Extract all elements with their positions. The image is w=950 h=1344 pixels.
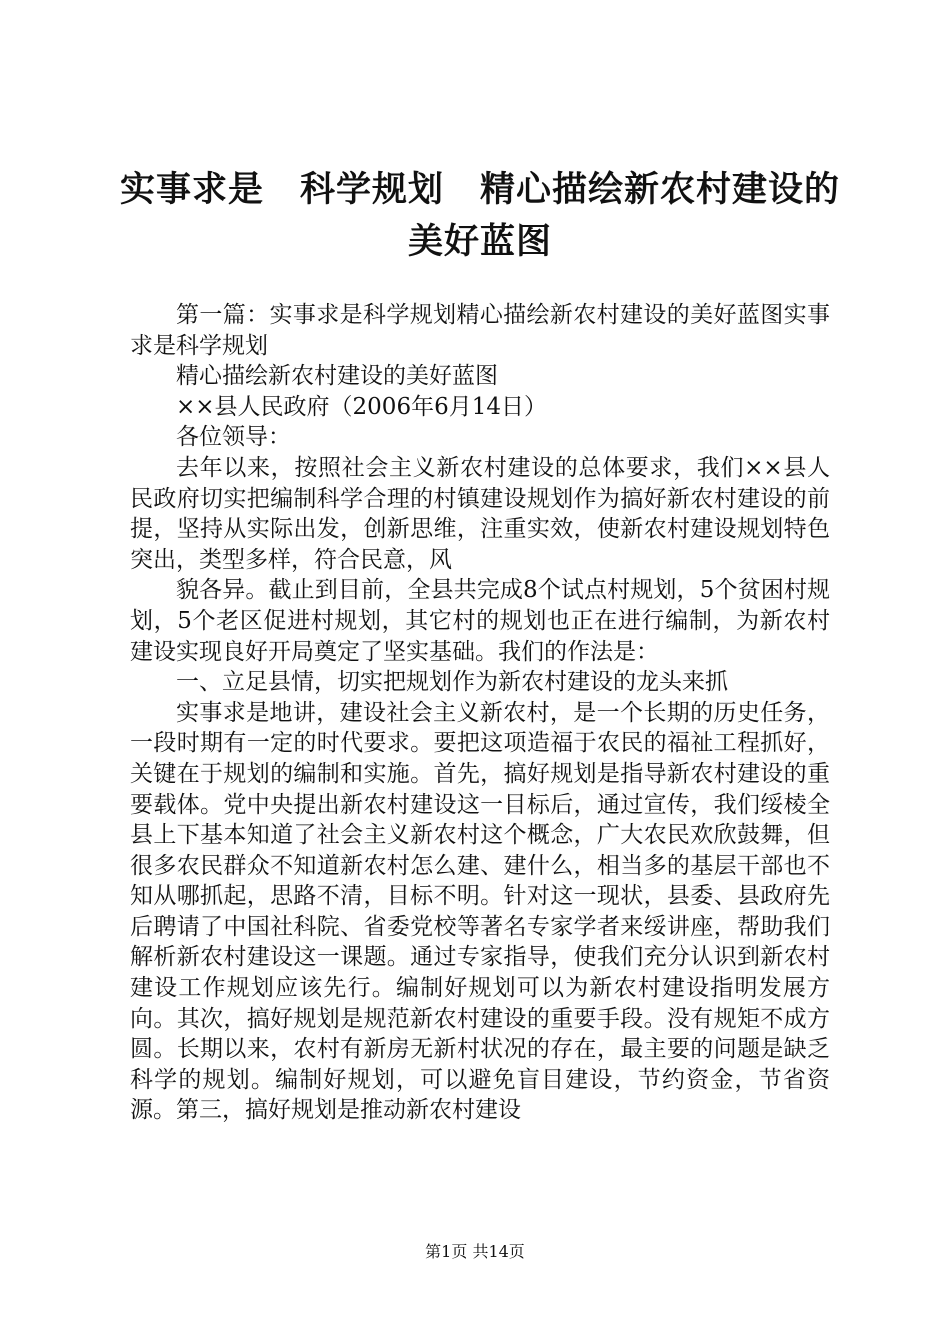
paragraph-author-date: ××县人民政府（2006年6月14日） <box>176 393 547 420</box>
paragraph-salutation: 各位领导： <box>176 424 291 451</box>
section-heading-1: 一、立足县情，切实把规划作为新农村建设的龙头来抓 <box>176 669 728 696</box>
paragraph-body-2: 貌各异。截止到目前，全县共完成8个试点村规划，5个贫困村规划，5个老区促进村规划，其它村的规划也正在进行编制，为新农村建设实现良好开局奠定了坚实基础。我们的作法是： <box>130 577 830 665</box>
paragraph-intro: 第一篇：实事求是科学规划精心描绘新农村建设的美好蓝图实事求是科学规划 <box>130 302 830 359</box>
document-body <box>130 300 830 1126</box>
page-footer: 第1页 共14页 <box>425 1242 525 1261</box>
title-line-2: 美好蓝图 <box>407 221 552 262</box>
title-line-1: 实事求是 科学规划 精心描绘新农村建设的 <box>119 169 840 210</box>
paragraph-body-1: 去年以来，按照社会主义新农村建设的总体要求，我们××县人民政府切实把编制科学合理的村镇建设规划作为搞好新农村建设的前提，坚持从实际出发，创新思维，注重实效，使新农村建设规划特色突出，类型多样，符合民意，风 <box>130 454 830 573</box>
paragraph-body-3: 实事求是地讲，建设社会主义新农村，是一个长期的历史任务，一段时期有一定的时代要求。要把这项造福于农民的福祉工程抓好，关键在于规划的编制和实施。首先，搞好规划是指导新农村建设的重要载体。党中央提出新农村建设这一目标后，通过宣传，我们绥棱全县上下基本知道了社会主义新农村这个概念，广大农民欢欣鼓舞，但很多农民群众不知道新农村怎么建、建什么，相当多的基层干部也不知从哪抓起，思路不清，目标不明。针对这一现状，县委、县政府先后聘请了中国社科院、省委党校等著名专家学者来绥讲座，帮助我们解析新农村建设这一课题。通过专家指导，使我们充分认识到新农村建设工作规划应该先行。编制好规划可以为新农村建设指明发展方向。其次，搞好规划是规范新农村建设的重要手段。没有规矩不成方圆。长期以来，农村有新房无新村状况的存在，最主要的问题是缺乏科学的规划。编制好规划，可以避免盲目建设，节约资金，节省资源。第三，搞好规划是推动新农村建设 <box>130 699 830 1124</box>
paragraph-subtitle: 精心描绘新农村建设的美好蓝图 <box>176 363 498 390</box>
